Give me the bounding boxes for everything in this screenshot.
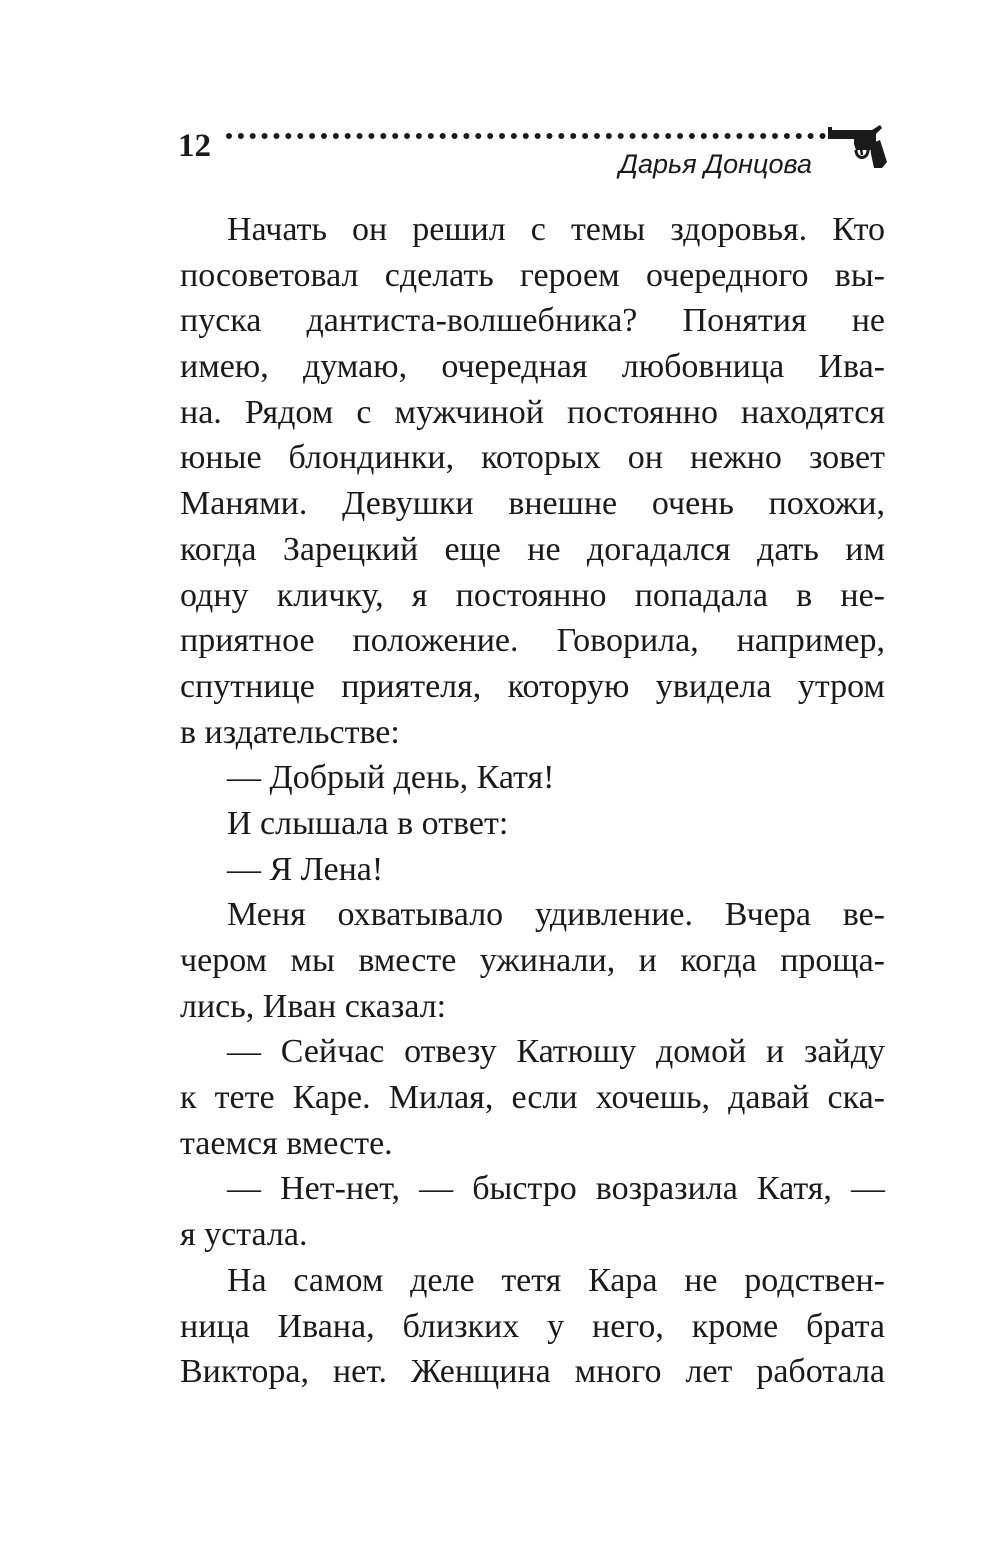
text-line: таемся вместе. <box>180 1124 393 1162</box>
dialogue-line: — Сейчас отвезу Катюшу домой и зайду <box>227 1033 885 1071</box>
text-line: к тете Каре. Милая, если хочешь, давай ска- <box>180 1079 885 1117</box>
page-number: 12 <box>178 128 211 164</box>
header-dotted-rule <box>226 133 826 139</box>
text-line: юные блондинки, которых он нежно зовет <box>180 439 885 477</box>
text-line: на. Рядом с мужчиной постоянно находятся <box>180 393 885 431</box>
dialogue-line: — Добрый день, Катя! <box>227 759 555 797</box>
text-line: в издательстве: <box>180 713 400 751</box>
text-line: Меня охватывало удивление. Вчера ве- <box>227 896 885 934</box>
dialogue-line: — Я Лена! <box>227 850 384 888</box>
text-line: Манями. Девушки внешне очень похожи, <box>180 485 885 523</box>
text-line: приятное положение. Говорила, например, <box>180 622 885 660</box>
text-line: посоветовал сделать героем очередного вы- <box>180 256 885 294</box>
text-line: когда Зарецкий еще не догадался дать им <box>180 530 885 568</box>
text-line: чером мы вместе ужинали, и когда проща- <box>180 942 885 979</box>
book-text <box>180 207 885 1395</box>
text-line: Начать он решил с темы здоровья. Кто <box>227 211 885 248</box>
text-line: пуска дантиста-волшебника? Понятия не <box>180 302 885 340</box>
text-line: И слышала в ответ: <box>227 804 509 842</box>
revolver-icon <box>826 122 888 170</box>
dialogue-line: — Нет-нет, — быстро возразила Катя, — <box>227 1170 885 1208</box>
text-line: спутнице приятеля, которую увидела утром <box>180 667 885 705</box>
text-line: лись, Иван сказал: <box>180 987 447 1025</box>
text-line: Виктора, нет. Женщина много лет работала <box>180 1353 885 1391</box>
text-line: ница Ивана, близких у него, кроме брата <box>180 1307 885 1345</box>
text-line: имею, думаю, очередная любовница Ива- <box>180 348 885 386</box>
text-line: одну кличку, я постоянно попадала в не- <box>180 576 885 614</box>
text-line: я устала. <box>180 1216 308 1254</box>
running-head-author: Дарья Донцова <box>618 149 812 179</box>
text-line: На самом деле тетя Кара не родствен- <box>227 1261 885 1299</box>
